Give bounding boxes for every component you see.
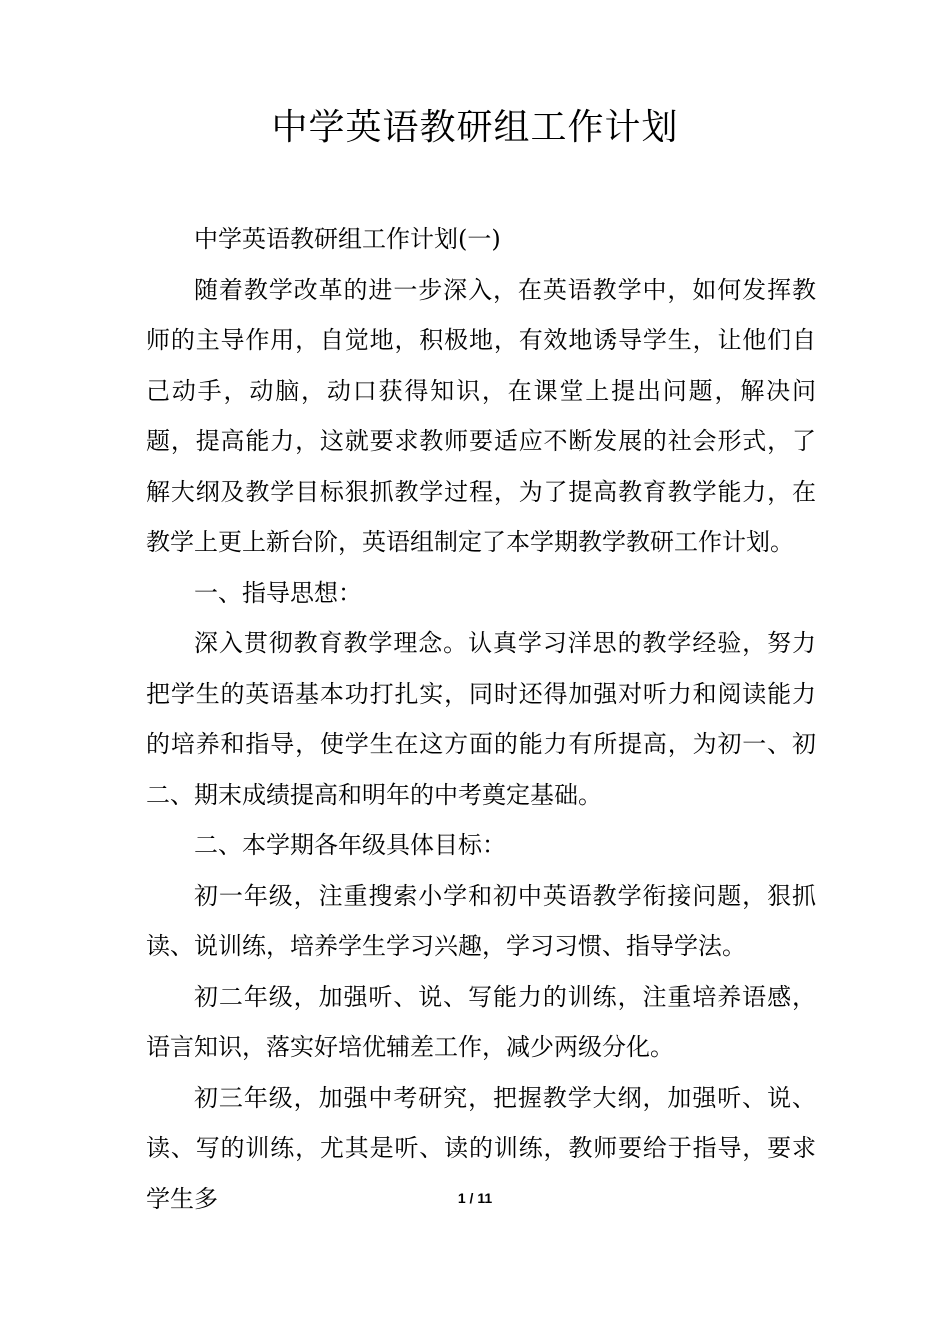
subtitle-paragraph: 中学英语教研组工作计划(一) [194,225,501,253]
section-heading-grade-goals: 二、本学期各年级具体目标： [194,831,506,859]
section-heading-guiding-ideas: 一、指导思想： [194,578,362,607]
document-title: 中学英语教研组工作计划 [271,107,679,148]
page-number: 1 / 11 [457,1190,493,1206]
intro-paragraph: 随着教学改革的进一步深入，在英语教学中，如何发挥教师的主导作用，自觉地，积极地，有效地诱导学生，让他们自己动手，动脑，动口获得知识，在课堂上提出问题，解决问题，提高能力，这就要求教师要适应不断发展的社会形式，了解大纲及教学目标狠抓教学过程，为了提高教育教学能力，在教学上更上新台阶，英语组制定了本学期教学教研工作计划。 [146,275,816,556]
grade-three-paragraph: 初三年级，加强中考研究，把握教学大纲，加强听、说、读、写的训练，尤其是听、读的训练，教师要给于指导，要求学生多 [146,1083,816,1213]
guiding-ideas-paragraph: 深入贯彻教育教学理念。认真学习洋思的教学经验，努力把学生的英语基本功打扎实，同时还得加强对听力和阅读能力的培养和指导，使学生在这方面的能力有所提高，为初一、初二、期末成绩提高和明年的中考奠定基础。 [146,629,816,809]
grade-one-paragraph: 初一年级，注重搜索小学和初中英语教学衔接问题，狠抓读、说训练，培养学生学习兴趣，学习习惯、指导学法。 [146,881,816,960]
grade-two-paragraph: 初二年级，加强听、说、写能力的训练，注重培养语感，语言知识，落实好培优辅差工作，减少两级分化。 [146,982,816,1061]
document-body [146,214,816,1224]
